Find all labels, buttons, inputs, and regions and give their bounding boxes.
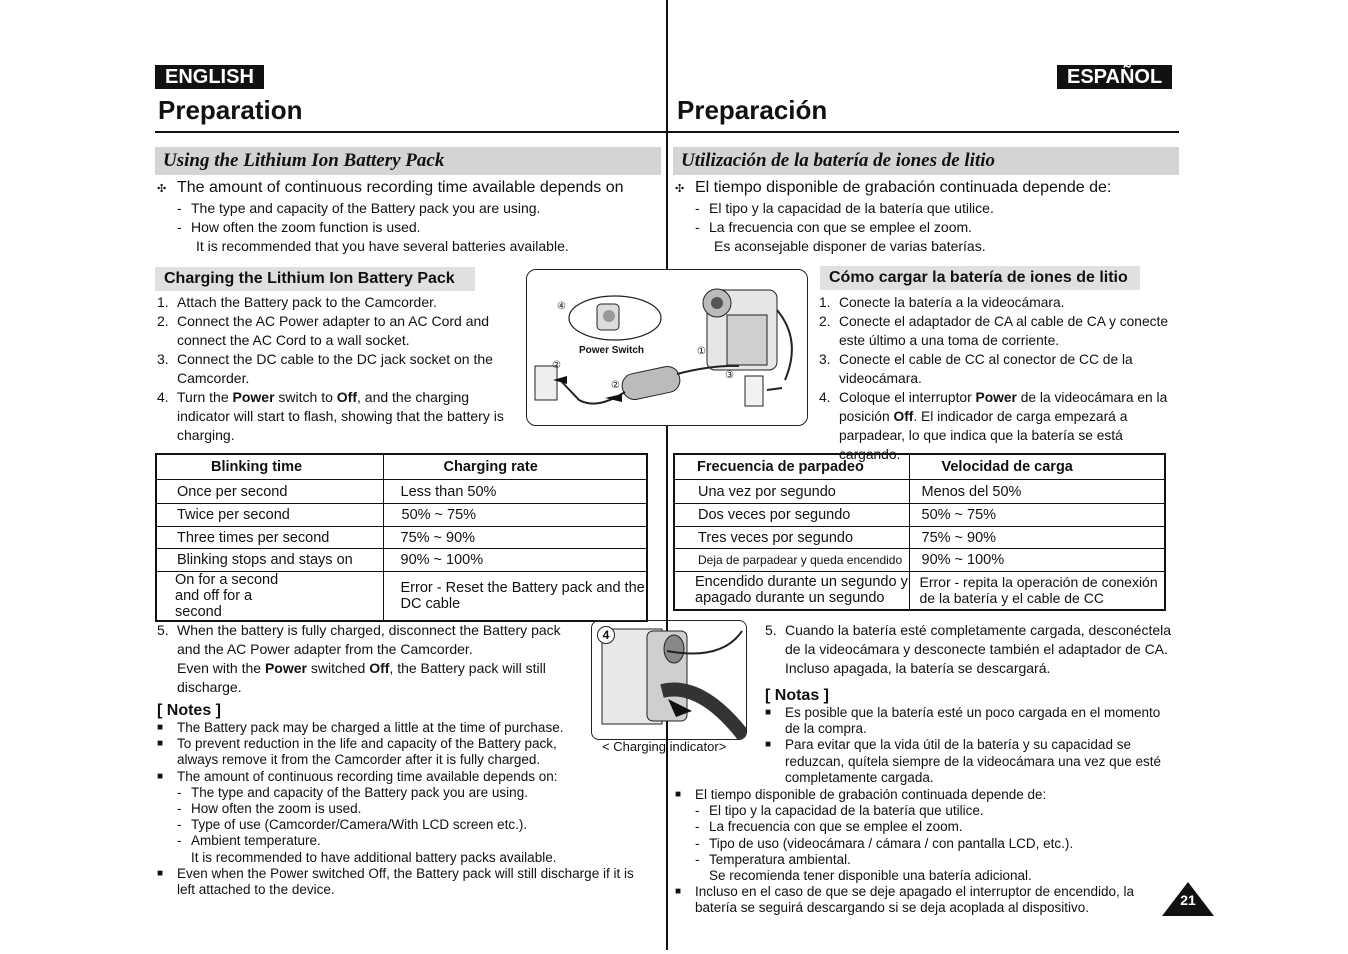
section-title-es: Utilización de la batería de iones de litio <box>681 150 996 171</box>
step-item-en: 5. When the battery is fully charged, disconnect the Battery pack and the AC Power adapter from the Camcorder. Even with the Power switched Off, the Battery pack will still discharge. <box>157 622 561 695</box>
title-rule-es <box>668 131 1179 133</box>
steps-list-es <box>819 293 1179 464</box>
step-item-es: 2. Conecte el adaptador de CA al cable de CA y conecte este último a una toma de corriente. <box>819 314 1169 348</box>
charging-table-es <box>673 453 1166 611</box>
page-number: 21 <box>1180 892 1196 908</box>
callout-2: ② <box>552 360 561 371</box>
lead-item-en: - How often the zoom function is used. <box>177 218 657 237</box>
lead-text-es: El tiempo disponible de grabación continuada depende de: <box>695 179 1112 196</box>
charging-table-en <box>155 453 648 622</box>
note-item-en: ■ To prevent reduction in the life and capacity of the Battery pack, always remove it from the Camcorder after it is fully charged. <box>157 736 587 768</box>
notes-es-more <box>675 787 1145 917</box>
lead-item-en: It is recommended that you have several batteries available. <box>196 238 569 254</box>
lead-block-es <box>675 178 1175 256</box>
figure-caption: < Charging indicator> <box>602 739 727 754</box>
table-row: Tres veces por segundo 75% ~ 90% <box>674 527 1165 549</box>
step-badge: 4 <box>597 626 615 644</box>
notes-title-en: [ Notes ] <box>157 702 221 719</box>
step-item-es: 5. Cuando la batería esté completamente cargada, desconéctela de la videocámara y desconecte también el adaptador de CA. Incluso apagada, la batería se descargará. <box>765 622 1172 676</box>
lead-item-es: Es aconsejable disponer de varias baterías. <box>714 238 986 254</box>
step-item-es: 1. Conecte la batería a la videocámara. <box>819 295 1065 310</box>
cross-bullet-icon: ✣ <box>675 183 685 195</box>
note-item-es: ■ Es posible que la batería esté un poco cargada en el momento de la compra. <box>765 705 1177 737</box>
step-item-en: 1. Attach the Battery pack to the Camcorder. <box>157 294 437 310</box>
table-row: Twice per second 50% ~ 75% <box>156 504 647 527</box>
callout-4: ④ <box>557 301 566 312</box>
note-item-es: ■ Para evitar que la vida útil de la batería y su capacidad se reduzcan, quítela siempre de la videocámara una vez que esté completamente cargada. <box>765 737 1177 786</box>
charging-title-es: Cómo cargar la batería de iones de litio <box>820 266 1140 290</box>
title-rule-en <box>155 131 666 133</box>
lead-item-es: - El tipo y la capacidad de la batería que utilice. <box>695 199 1175 218</box>
note-item-en: ■ The Battery pack may be charged a little at the time of purchase. <box>157 720 677 736</box>
lead-block-en <box>157 178 657 256</box>
charging-diagram <box>526 269 808 426</box>
note-item-en: ■ The amount of continuous recording time available depends on: - The type and capacity of the Battery pack you are using. - How often the zoom is used. - Type of use (Camcorder/Camera/With LCD screen etc.). - Ambient temperature. It is recommended to have additional battery packs available. <box>157 769 607 866</box>
lead-text-en: The amount of continuous recording time available depends on <box>177 179 624 196</box>
page-title-es: Preparación <box>677 95 828 125</box>
step5-en <box>157 621 582 697</box>
note-item-es: ■ El tiempo disponible de grabación continuada depende de: - El tipo y la capacidad de la batería que utilice. - La frecuencia con que se emplee el zoom. - Tipo de uso (videocámara / cámara / con pantalla LCD, etc.). - Temperatura ambiental. Se recomienda tener disponible una batería adicional. <box>675 787 1145 884</box>
table-row: On for a second and off for a second Error - Reset the Battery pack and the DC cable <box>156 572 647 622</box>
espanol-tab: ESPAÑOL <box>1057 65 1172 89</box>
table-row: Three times per second 75% ~ 90% <box>156 527 647 549</box>
cross-bullet-icon: ✣ <box>157 183 167 195</box>
table-row: Dos veces por segundo 50% ~ 75% <box>674 504 1165 527</box>
section-bar-en <box>155 147 661 175</box>
table-row: Once per second Less than 50% <box>156 480 647 504</box>
table-row: Blinking stops and stays on 90% ~ 100% <box>156 549 647 572</box>
step-item-es: 4. Coloque el interruptor Power de la videocámara en la posición Off. El indicador de carga empezará a parpadear, lo que indica que la batería se está cargando. <box>819 390 1168 462</box>
step-item-en: 4. Turn the Power switch to Off, and the charging indicator will start to flash, showing that the battery is charging. <box>157 389 504 443</box>
table-row: Deja de parpadear y queda encendido 90% ~ 100% <box>674 549 1165 572</box>
callout-1: ① <box>697 346 706 357</box>
section-title-en: Using the Lithium Ion Battery Pack <box>163 150 445 171</box>
step5-es <box>765 621 1175 678</box>
steps-list-en <box>157 293 507 445</box>
camcorder-charging-illustration <box>527 270 807 425</box>
step-item-en: 2. Connect the AC Power adapter to an AC Cord and connect the AC Cord to a wall socket. <box>157 313 490 348</box>
section-bar-es <box>673 147 1179 175</box>
step-item-en: 3. Connect the DC cable to the DC jack socket on the Camcorder. <box>157 351 493 386</box>
center-divider <box>666 0 668 950</box>
notes-es <box>765 687 1177 786</box>
lead-item-en: - The type and capacity of the Battery pack you are using. <box>177 199 657 218</box>
table-row: Una vez por segundo Menos del 50% <box>674 480 1165 504</box>
table-header: Frecuencia de parpadeo <box>674 454 909 480</box>
table-header: Charging rate <box>383 454 647 480</box>
note-item-en: ■ Even when the Power switched Off, the Battery pack will still discharge if it is left attached to the device. <box>157 866 655 898</box>
notes-en <box>157 702 657 898</box>
page-title-en: Preparation <box>158 95 303 125</box>
power-switch-label: Power Switch <box>579 345 645 356</box>
english-tab: ENGLISH <box>155 65 264 89</box>
charging-title-en: Charging the Lithium Ion Battery Pack <box>155 267 475 291</box>
table-header: Velocidad de carga <box>909 454 1165 480</box>
note-item-es: ■ Incluso en el caso de que se deje apagado el interruptor de encendido, la batería se seguirá descargando si se deja acoplada al dispositivo. <box>675 884 1145 916</box>
table-row: Encendido durante un segundo y apagado durante un segundo Error - repita la operación de conexión de la batería y el cable de CC <box>674 572 1165 610</box>
callout-3: ③ <box>725 370 734 381</box>
table-header: Blinking time <box>156 454 383 480</box>
lead-item-es: - La frecuencia con que se emplee el zoom. <box>695 218 1175 237</box>
error-text-es: Error - repita la operación de conexión de la batería y el cable de CC <box>919 574 1158 607</box>
step-item-es: 3. Conecte el cable de CC al conector de CC de la videocámara. <box>819 352 1133 386</box>
notes-title-es: [ Notas ] <box>765 687 829 704</box>
callout-2b: ② <box>611 380 620 391</box>
